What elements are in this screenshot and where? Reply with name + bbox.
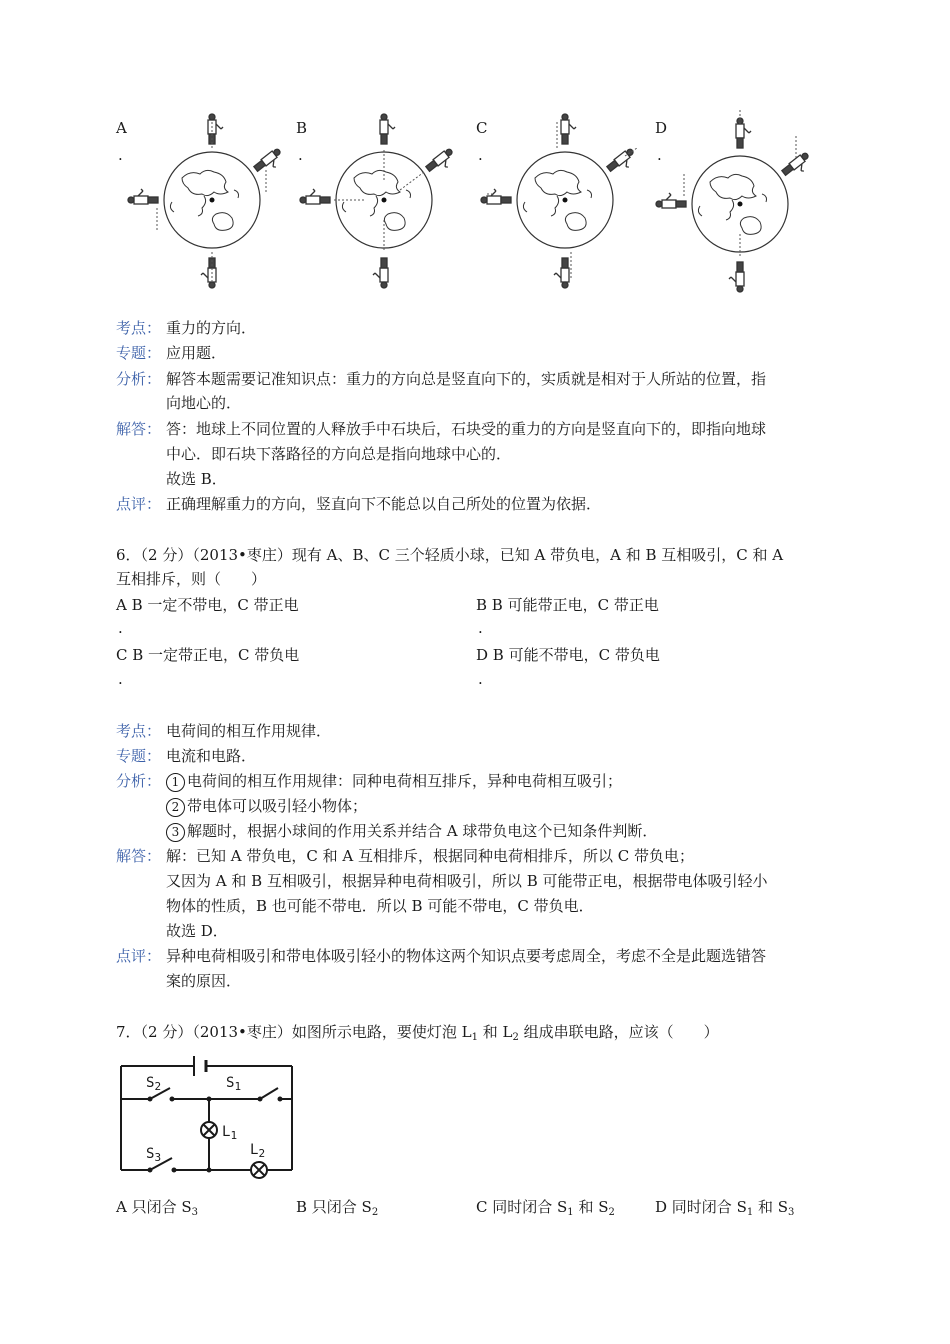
zhuanti-label: 专题： [116, 747, 162, 765]
option-letter: C [476, 119, 488, 137]
label-s3: $S_3$ [146, 1146, 162, 1164]
label-l2: $L_2$ [250, 1142, 266, 1160]
option-dot: . [478, 619, 483, 637]
fenxi-label: 分析： [116, 370, 162, 388]
option-dot: . [118, 670, 123, 688]
circled-number: 1 [166, 773, 185, 792]
kaodian-text: 重力的方向． [166, 319, 257, 337]
circled-number: 2 [166, 798, 185, 817]
jieda-line: 中心．即石块下落路径的方向总是指向地球中心的． [166, 445, 512, 463]
option-letter: D [655, 119, 668, 137]
q5-globe-figures [0, 0, 950, 300]
jieda-label: 解答： [116, 420, 162, 438]
option-letter: A [116, 119, 127, 137]
globe-c [481, 114, 639, 288]
fenxi-item: 2 带电体可以吸引轻小物体； [166, 795, 367, 817]
option-text: C B 一定带正电，C 带负电 [116, 646, 300, 664]
q7-stem: 7．（2 分）（2013•枣庄）如图所示电路，要使灯泡 $L_1$ 和 $L_2$ 组成串联电路，应该（ ） [116, 1023, 719, 1043]
stem-line: 互相排斥，则（ ） [116, 570, 267, 588]
option-dot: . [298, 146, 303, 164]
jieda-line: 物体的性质，B 也可能不带电．所以 B 可能不带电，C 带负电． [166, 897, 594, 915]
dianping-line: 案的原因． [166, 972, 242, 990]
dianping-label: 点评： [116, 947, 162, 965]
zhuanti-text: 应用题． [166, 344, 227, 362]
jieda-line: 故选 D． [166, 922, 228, 940]
option-text: B B 可能带正电，C 带正电 [476, 596, 659, 614]
fenxi-label: 分析： [116, 772, 162, 790]
q7-option-a[interactable]: A 只闭合 $S_3$ [116, 1198, 199, 1218]
option-dot: . [118, 619, 123, 637]
globe-a [128, 114, 286, 288]
option-text: D B 可能不带电，C 带负电 [476, 646, 660, 664]
fenxi-line: 解答本题需要记准知识点：重力的方向总是竖直向下的，实质就是相对于人所站的位置，指 [166, 370, 767, 388]
kaodian-label: 考点： [116, 722, 162, 740]
jieda-line: 解：已知 A 带负电，C 和 A 互相排斥，根据同种电荷相排斥，所以 C 带负电； [166, 847, 694, 865]
option-dot: . [118, 146, 123, 164]
q7-option-b[interactable]: B 只闭合 $S_2$ [296, 1198, 379, 1218]
dianping-label: 点评： [116, 495, 162, 513]
fenxi-item: 1 电荷间的相互作用规律：同种电荷相互排斥，异种电荷相互吸引； [166, 770, 622, 792]
q7-circuit-diagram [110, 1050, 310, 1180]
dianping-line: 异种电荷相吸引和带电体吸引轻小的物体这两个知识点要考虑周全，考虑不全是此题选错答 [166, 947, 767, 965]
option-dot: . [478, 670, 483, 688]
option-dot: . [478, 146, 483, 164]
option-letter: B [296, 119, 308, 137]
globe-b [300, 114, 458, 288]
stem-line: 6．（2 分）（2013•枣庄）现有 A、B、C 三个轻质小球，已知 A 带负电，A 和 B 互相吸引，C 和 A [116, 546, 784, 564]
zhuanti-label: 专题： [116, 344, 162, 362]
option-text: A B 一定不带电，C 带正电 [116, 596, 299, 614]
kaodian-label: 考点： [116, 319, 162, 337]
label-l1: $L_1$ [222, 1124, 238, 1142]
fenxi-item: 3 解题时，根据小球间的作用关系并结合 A 球带负电这个已知条件判断． [166, 820, 657, 842]
jieda-line: 答：地球上不同位置的人释放手中石块后，石块受的重力的方向是竖直向下的，即指向地球 [166, 420, 767, 438]
circled-number: 3 [166, 823, 185, 842]
zhuanti-text: 电流和电路． [166, 747, 257, 765]
fenxi-line: 向地心的． [166, 394, 242, 412]
q7-option-d[interactable]: D 同时闭合 $S_1$ 和 $S_3$ [655, 1198, 795, 1218]
jieda-line: 故选 B． [166, 470, 227, 488]
kaodian-text: 电荷间的相互作用规律． [166, 722, 332, 740]
globe-d [656, 108, 814, 292]
option-dot: . [657, 146, 662, 164]
jieda-label: 解答： [116, 847, 162, 865]
dianping-text: 正确理解重力的方向，竖直向下不能总以自己所处的位置为依据． [166, 495, 602, 513]
jieda-line: 又因为 A 和 B 互相吸引，根据异种电荷相吸引，所以 B 可能带正电，根据带电体吸引轻小 [166, 872, 768, 890]
label-s1: $S_1$ [226, 1075, 242, 1093]
q7-option-c[interactable]: C 同时闭合 $S_1$ 和 $S_2$ [476, 1198, 615, 1218]
label-s2: $S_2$ [146, 1075, 162, 1093]
